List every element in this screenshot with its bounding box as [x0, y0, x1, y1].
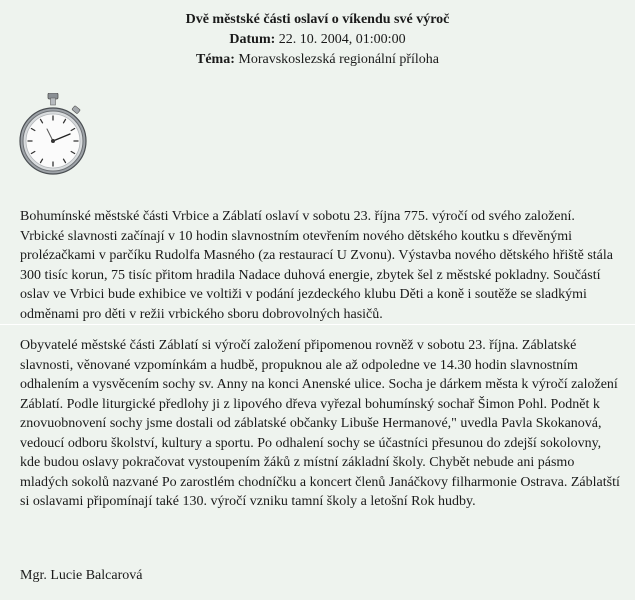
date-label: Datum: [229, 32, 276, 47]
paragraph-divider [0, 324, 635, 325]
article-paragraph: Obyvatelé městské části Záblatí si výročí založení připomenou rovněž v sobotu 23. října. Záblatské slavnosti, věnované vzpomínkám a hudbě, propuknou ale až odpoledne ve 14.30 hodin slavnostním odhalením a vysvěcením sochy sv. Anny na konci Anenské ulice. Socha je dárkem města k výročí založení Záblatí. Podle liturgické předlohy ji z lipového dřeva vyřezal bohumínský sochař Šimon Pohl. Podnět k znovuobnovení sochy jsme dostali od záblatské občanky Libuše Hermanové," uvedla Pavla Skokanová, vedoucí odboru školství, kultury a sportu. Po odhalení sochy se účastníci přesunou do zdejší sokolovny, kde budou oslavy pokračovat vystoupením žáků z místní základní školy. Chybět nebude ani pásmo mladých sokolů nazvané Po zarostlém chodníčku a koncert členů Janáčkovy filharmonie Ostrava. Záblatští si oslavami připomínají také 130. výročí vzniku tamní školy a letošní Rok hudby. [20, 338, 620, 509]
date-value: 22. 10. 2004, 01:00:00 [278, 32, 406, 47]
article-header [0, 10, 635, 70]
article-title: Dvě městské části oslaví o víkendu své výroč [185, 12, 450, 27]
topic-value: Moravskoslezská regionální příloha [238, 52, 439, 67]
topic-label: Téma: [195, 52, 235, 67]
topic-line [0, 50, 635, 70]
author-signature: Mgr. Lucie Balcarová [20, 568, 143, 583]
article-paragraph: Bohumínské městské části Vrbice a Záblatí oslaví v sobotu 23. října 775. výročí od svého založení. Vrbické slavnosti začínají v 10 hodin slavnostním otevřením nového dětského koutku s dřevěnými prolézačkami v parčíku Rudolfa Masného (za restaurací U Zvonu). Výstavba nového dětského hřiště stála 300 tisíc korun, 75 tisíc přitom hradila Nadace duhová energie, zbytek šel z městské pokladny. Součástí oslav ve Vrbici bude exhibice ve voltiži v podání jezdeckého klubu Děti a koně i soutěže se sladkými odměnami pro děti v režii vrbického sboru dobrovolných hasičů. [20, 209, 613, 322]
stopwatch-icon [18, 93, 88, 181]
date-line [0, 30, 635, 50]
